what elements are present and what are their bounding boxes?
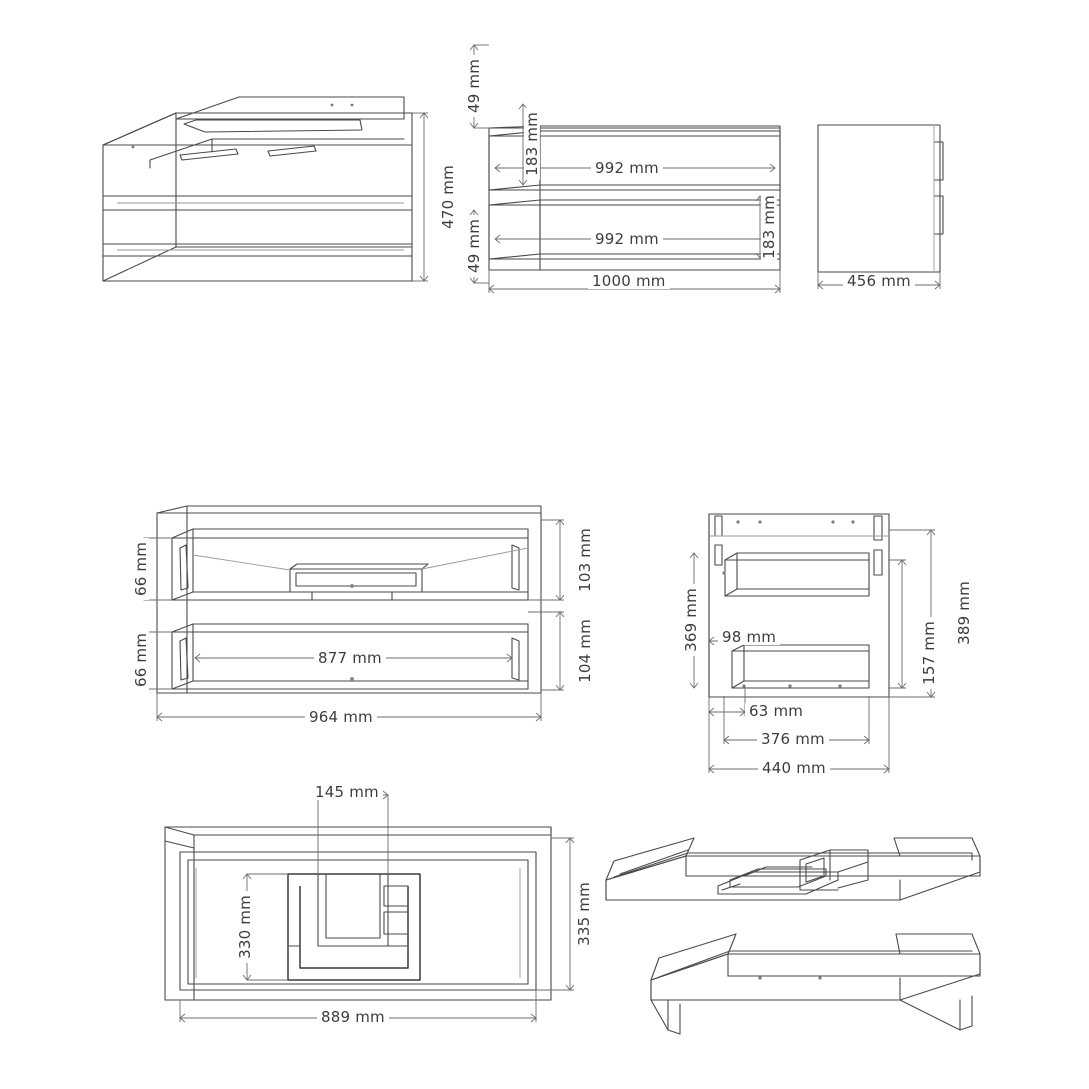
label-cutout-width: 145 mm — [311, 784, 383, 800]
label-plan-width: 889 mm — [317, 1009, 389, 1025]
label-overall-width: 1000 mm — [588, 273, 670, 289]
label-top-drawer-width: 992 mm — [591, 160, 663, 176]
label-total-depth: 440 mm — [758, 760, 830, 776]
top-plan-geometry — [165, 791, 574, 1022]
label-base-offset: 63 mm — [745, 703, 807, 719]
label-top-drawer-height: 183 mm — [524, 108, 540, 180]
label-inner-depth: 335 mm — [576, 878, 592, 950]
label-right-upper: 103 mm — [577, 524, 593, 596]
label-bottom-drawer-width: 992 mm — [591, 231, 663, 247]
label-drawer-front-offset: 98 mm — [718, 629, 780, 645]
label-isometric-height: 470 mm — [440, 161, 456, 233]
label-side-depth: 456 mm — [843, 273, 915, 289]
label-bottom-drawer-height: 183 mm — [761, 191, 777, 263]
label-lower-depth: 157 mm — [921, 617, 937, 689]
label-inner-height: 369 mm — [683, 584, 699, 656]
side-elevation-geometry — [818, 125, 943, 289]
label-right-lower: 104 mm — [577, 615, 593, 687]
label-inner-width: 877 mm — [314, 650, 386, 666]
exploded-drawers-geometry — [606, 838, 980, 1034]
front-open-geometry — [140, 506, 564, 721]
label-left-upper: 66 mm — [133, 538, 149, 600]
isometric-closed-geometry — [103, 97, 428, 281]
label-outer-height: 389 mm — [956, 577, 972, 649]
label-bottom-gap: 49 mm — [466, 215, 482, 277]
label-left-lower: 66 mm — [133, 629, 149, 691]
label-top-gap: 49 mm — [466, 55, 482, 117]
label-cutout-depth: 330 mm — [237, 891, 253, 963]
label-outer-width: 964 mm — [305, 709, 377, 725]
label-mid-depth: 376 mm — [757, 731, 829, 747]
